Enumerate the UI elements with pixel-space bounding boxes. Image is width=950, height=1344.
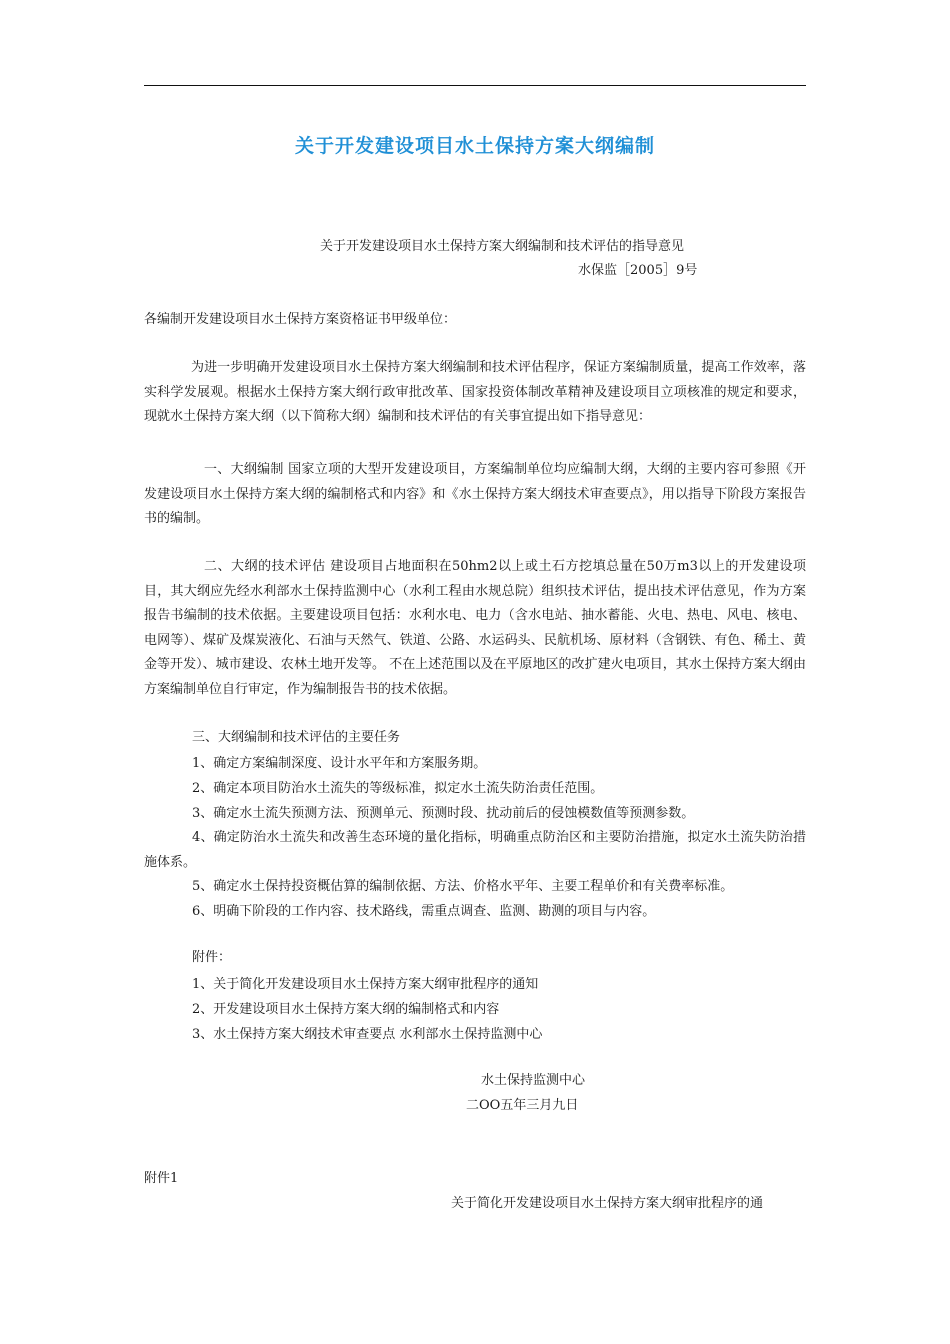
list-item: 6、明确下阶段的工作内容、技术路线，需重点调查、监测、勘测的项目与内容。 [192,903,656,919]
list-item: 1、确定方案编制深度、设计水平年和方案服务期。 [192,756,487,771]
signature-org: 水土保持监测中心 [481,1073,586,1088]
section-3-item-4-paragraph [144,826,806,875]
page-title: 关于开发建设项目水土保持方案大纲编制 [294,135,655,157]
intro-paragraph [144,356,806,430]
list-item: 2、确定本项目防治水土流失的等级标准，拟定水土流失防治责任范围。 [192,780,604,796]
attachment-item: 1、关于简化开发建设项目水土保持方案大纲审批程序的通知 [192,977,539,992]
section-1-text: 一、大纲编制 国家立项的大型开发建设项目，方案编制单位均应编制大纲，大纲的主要内容可参照《开发建设项目水土保持方案大纲的编制格式和内容》和《水土保持方案大纲技术审查要点》，用以指导下阶段方案报告书的编制。 [144,462,806,526]
attachment-item: 2、开发建设项目水土保持方案大纲的编制格式和内容 [192,1001,500,1017]
attachments-list [192,973,806,1047]
list-item: 5、确定水土保持投资概估算的编制依据、方法、价格水平年、主要工程单价和有关费率标准。 [192,879,734,894]
signature-date: 二OO五年三月九日 [466,1098,579,1113]
document-number: 水保监［2005］9号 [578,263,698,278]
header-rule [144,85,806,86]
section-1-paragraph [144,458,806,532]
attachment-item: 3、水土保持方案大纲技术审查要点 水利部水土保持监测中心 [192,1026,543,1042]
appendix-label: 附件1 [144,1171,179,1186]
document-subtitle: 关于开发建设项目水土保持方案大纲编制和技术评估的指导意见 [320,239,685,254]
list-item: 4、确定防治水土流失和改善生态环境的量化指标，明确重点防治区和主要防治措施，拟定水土流失防治措施体系。 [144,830,806,870]
intro-text: 为进一步明确开发建设项目水土保持方案大纲编制和技术评估程序，保证方案编制质量，提高工作效率，落实科学发展观。根据水土保持方案大纲行政审批改革、国家投资体制改革精神及建设项目立项核准的规定和要求，现就水土保持方案大纲（以下简称大纲）编制和技术评估的有关事宜提出如下指导意见： [144,360,806,424]
salutation: 各编制开发建设项目水土保持方案资格证书甲级单位： [144,312,457,327]
section-2-paragraph [144,555,806,702]
section-2-text: 二、大纲的技术评估 建设项目占地面积在50hm2以上或土石方挖填总量在50万m3以上的开发建设项目，其大纲应先经水利部水土保持监测中心（水利工程由水规总院）组织技术评估，提出技术评估意见，作为方案报告书编制的技术依据。主要建设项目包括：水利水电、电力（含水电站、抽水蓄能、火电、热电、风电、核电、电网等）、煤矿及煤炭液化、石油与天然气、铁道、公路、水运码头、民航机场、原材料（含钢铁、有色、稀土、黄金等开发）、城市建设、农林土地开发等。 不在上述范围以及在平原地区的改扩建火电项目，其水土保持方案大纲由方案编制单位自行审定，作为编制报告书的技术依据。 [144,559,806,697]
list-item: 3、确定水土流失预测方法、预测单元、预测时段、扰动前后的侵蚀模数值等预测参数。 [192,805,695,821]
attachments-heading: 附件： [192,950,232,965]
appendix-title: 关于简化开发建设项目水土保持方案大纲审批程序的通 [451,1196,764,1211]
section-3-list [192,752,806,826]
section-3-list-continued [192,875,806,925]
section-3-heading: 三、大纲编制和技术评估的主要任务 [192,730,401,745]
